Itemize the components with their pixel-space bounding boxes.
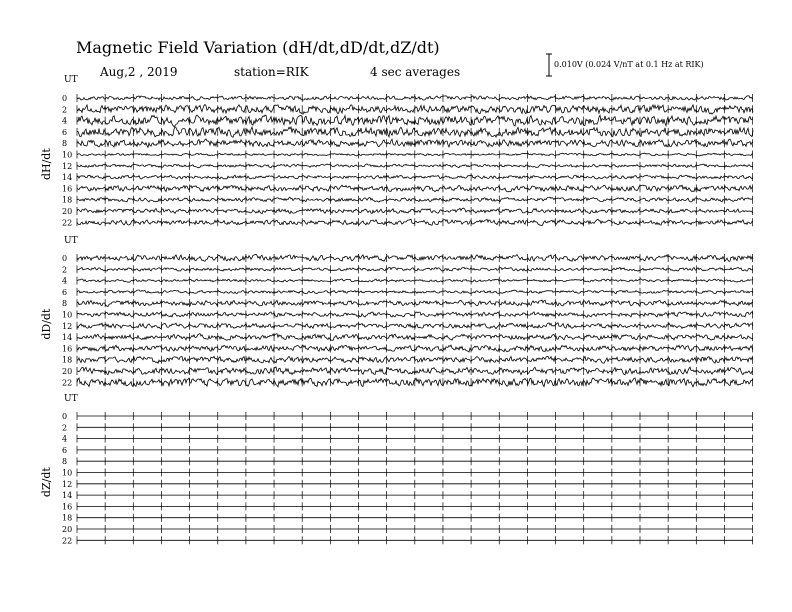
station-label: station=RIK — [234, 65, 309, 79]
row-label-2: 2 — [62, 105, 68, 115]
row-label-8: 8 — [62, 299, 68, 309]
averaging-label: 4 sec averages — [370, 65, 461, 79]
chart-title: Magnetic Field Variation (dH/dt,dD/dt,dZ/dt) — [76, 38, 440, 57]
scale-bar — [546, 54, 552, 76]
row-label-20: 20 — [62, 367, 73, 376]
row-label-4: 4 — [62, 116, 68, 126]
row-label-2: 2 — [62, 265, 68, 275]
row-label-14: 14 — [62, 333, 73, 343]
row-label-8: 8 — [62, 139, 68, 149]
row-label-4: 4 — [62, 276, 68, 286]
ut-axis-label: UT — [64, 394, 78, 404]
row-label-10: 10 — [62, 150, 73, 160]
row-label-20: 20 — [62, 525, 73, 534]
row-label-12: 12 — [62, 321, 73, 331]
row-label-0: 0 — [62, 254, 68, 263]
row-label-12: 12 — [62, 479, 73, 489]
row-label-6: 6 — [62, 445, 68, 455]
scale-label: 0.010V (0.024 V/nT at 0.1 Hz at RIK) — [554, 60, 704, 69]
ut-axis-label: UT — [64, 75, 78, 85]
row-label-18: 18 — [62, 355, 73, 365]
row-label-14: 14 — [62, 491, 73, 501]
row-label-22: 22 — [62, 218, 73, 228]
row-label-10: 10 — [62, 310, 73, 320]
row-label-16: 16 — [62, 502, 73, 512]
row-label-12: 12 — [62, 161, 73, 171]
row-label-18: 18 — [62, 513, 73, 523]
row-label-16: 16 — [62, 344, 73, 354]
row-label-6: 6 — [62, 127, 68, 137]
y-axis-label: dH/dt — [40, 148, 53, 181]
row-label-6: 6 — [62, 287, 68, 297]
row-label-2: 2 — [62, 423, 68, 433]
row-label-0: 0 — [62, 94, 68, 103]
row-label-20: 20 — [62, 207, 73, 216]
row-label-10: 10 — [62, 468, 73, 478]
ut-axis-label: UT — [64, 236, 78, 246]
row-label-16: 16 — [62, 184, 73, 194]
panel-dH-dt — [40, 75, 753, 227]
y-axis-label: dZ/dt — [40, 467, 53, 498]
panel-dD-dt — [40, 236, 753, 387]
row-label-0: 0 — [62, 412, 68, 421]
row-label-8: 8 — [62, 457, 68, 467]
row-label-22: 22 — [62, 378, 73, 388]
row-label-4: 4 — [62, 434, 68, 444]
date-label: Aug,2 , 2019 — [100, 65, 178, 79]
row-label-18: 18 — [62, 195, 73, 205]
y-axis-label: dD/dt — [40, 308, 53, 340]
panel-dZ-dt — [40, 394, 753, 545]
row-label-14: 14 — [62, 173, 73, 183]
row-label-22: 22 — [62, 536, 73, 546]
